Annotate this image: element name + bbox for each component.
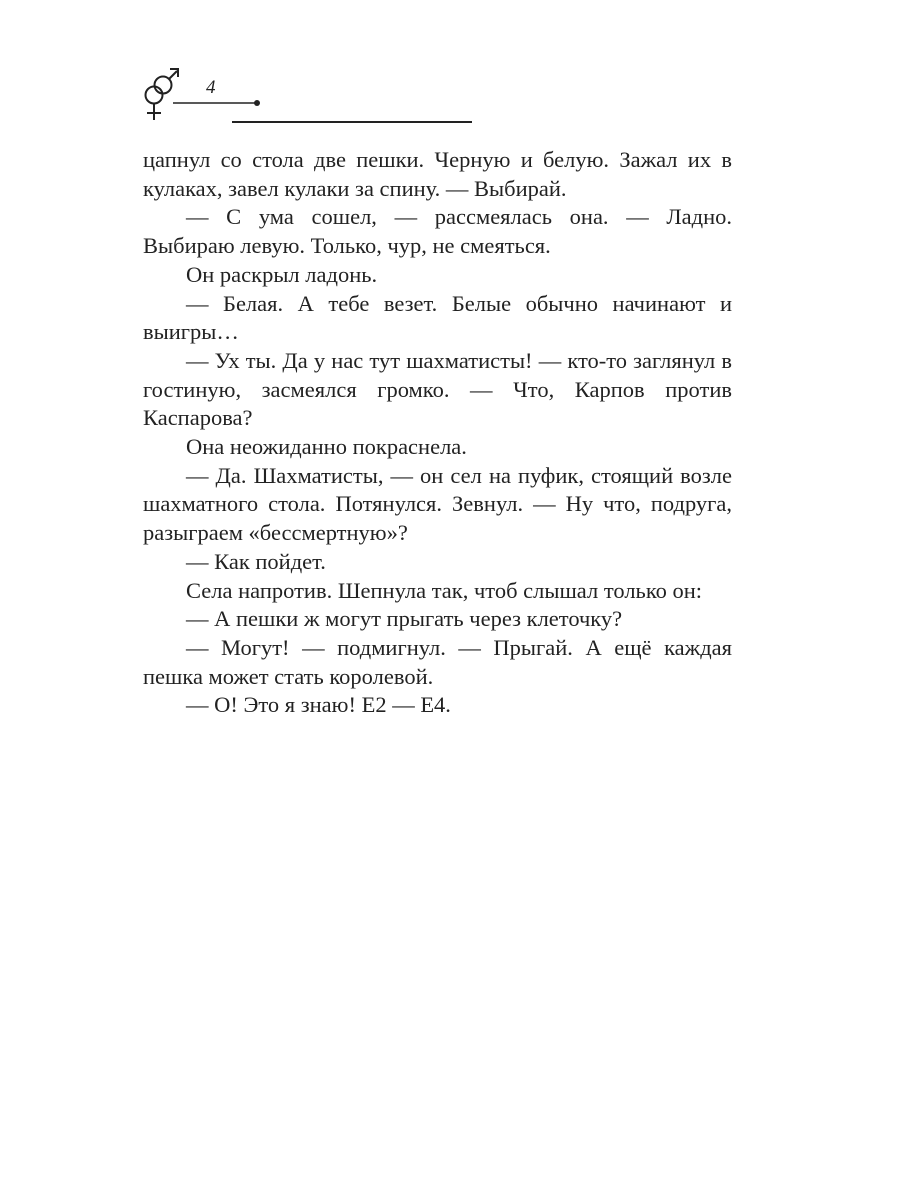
paragraph: — А пешки ж могут прыгать через клеточку? [186, 606, 623, 632]
body-text [143, 146, 732, 720]
page-number: 4 [206, 77, 216, 98]
paragraph: — Ух ты. Да у нас тут шахматисты! — кто-то заглянул в гостиную, засмеялся громко. — Что, Карпов против Каспарова? [143, 347, 732, 431]
running-header [140, 60, 480, 130]
paragraph: — Могут! — подмигнул. — Прыгай. А ещё каждая пешка может стать королевой. [143, 634, 732, 689]
male-female-symbol-icon [140, 60, 480, 130]
paragraph: Она неожиданно покраснела. [186, 434, 467, 460]
paragraph: — Как пойдет. [186, 548, 326, 574]
paragraph: Он раскрыл ладонь. [186, 261, 378, 287]
paragraph: — С ума сошел, — рассмеялась она. — Ладно. Выбираю левую. Только, чур, не смеяться. [143, 204, 732, 259]
paragraph: — Да. Шахматисты, — он сел на пуфик, стоящий возле шахматного стола. Потянулся. Зевнул. — Ну что, подруга, разыграем «бессмертную»? [143, 462, 732, 546]
paragraph: цапнул со стола две пешки. Черную и белую. Зажал их в кулаках, завел кулаки за спину. — Выбирай. [143, 147, 732, 201]
paragraph: Села напротив. Шепнула так, чтоб слышал только он: [186, 577, 703, 603]
paragraph: — О! Это я знаю! Е2 — Е4. [186, 692, 451, 718]
header-rule-dot [254, 100, 260, 106]
paragraph: — Белая. А тебе везет. Белые обычно начинают и выигры… [143, 290, 732, 345]
